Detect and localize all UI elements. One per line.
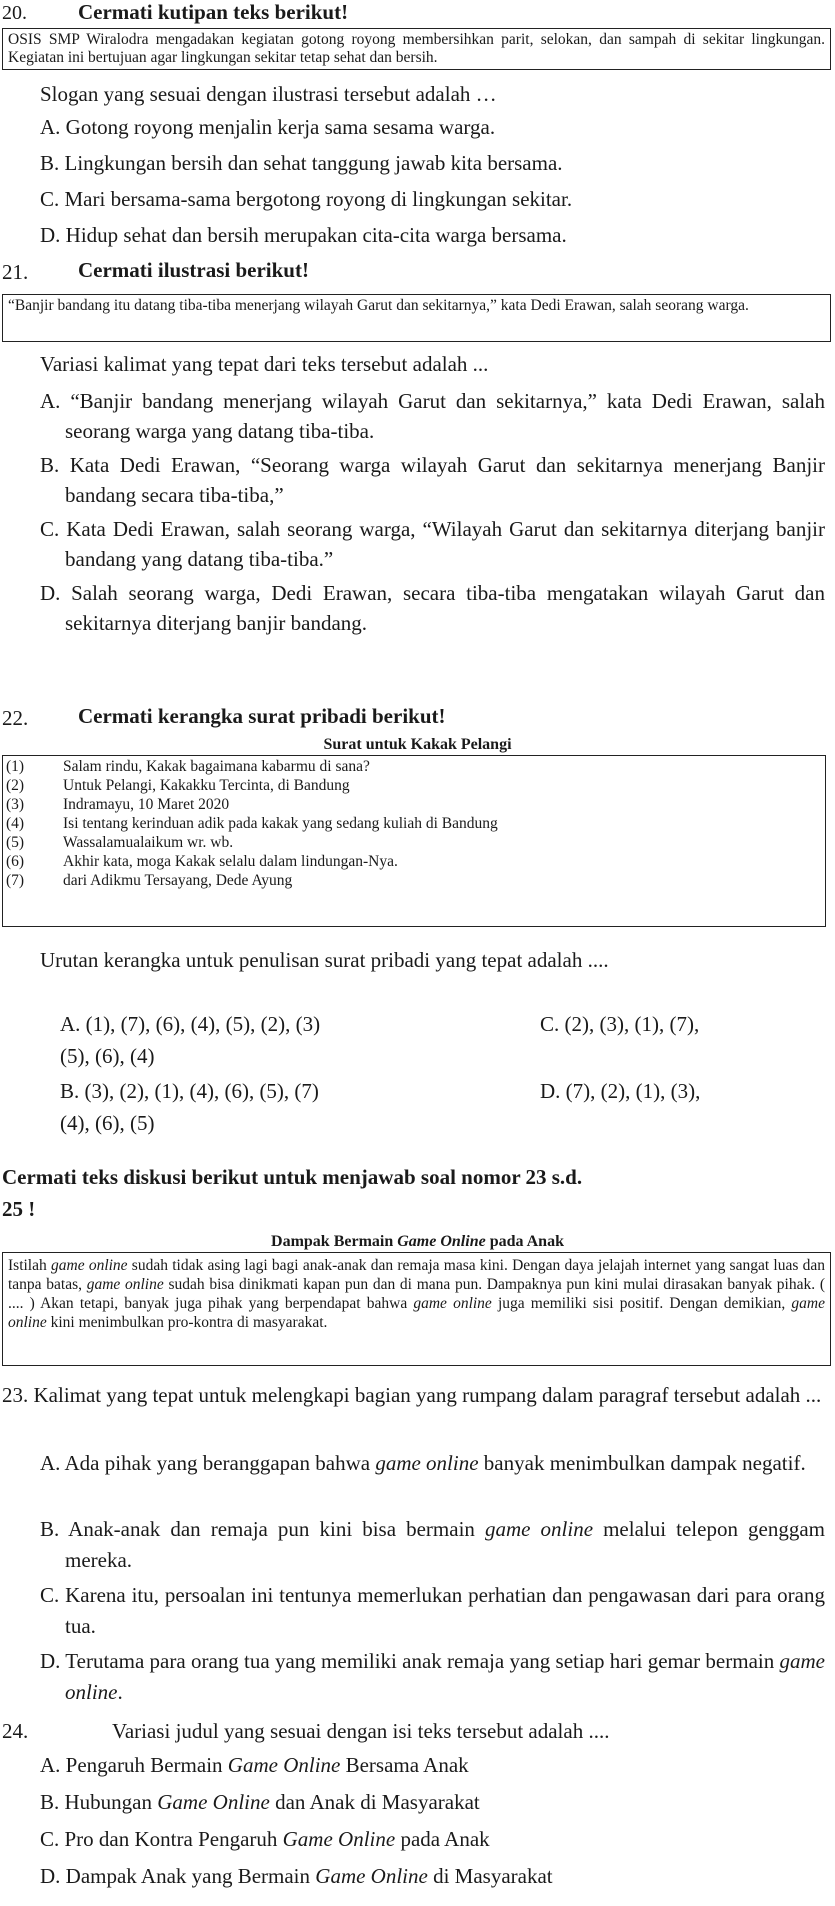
q24-option-b[interactable]	[40, 1789, 825, 1816]
q21-text: “Banjir bandang itu datang tiba-tiba menerjang wilayah Garut dan sekitarnya,” kata Dedi Erawan, salah seorang warga.	[8, 297, 749, 314]
q22-question: Urutan kerangka untuk penulisan surat pribadi yang tepat adalah ....	[40, 948, 609, 972]
discussion-text-box	[2, 1252, 831, 1366]
q24-option-c-em: Game Online	[282, 1827, 396, 1851]
discussion-text: Istilah	[8, 1257, 51, 1274]
q21-option-c[interactable]: C. Kata Dedi Erawan, salah seorang warga, “Wilayah Garut dan sekitarnya diterjang banjir bandang yang datang tiba-tiba.”	[40, 517, 825, 571]
q22-heading: Cermati kerangka surat pribadi berikut!	[78, 704, 446, 728]
q23-option-b-em: game online	[484, 1517, 594, 1541]
outline-row-text: Akhir kata, moga Kakak selalu dalam lindungan-Nya.	[63, 853, 398, 870]
discussion-text-em: game online	[413, 1295, 492, 1312]
discussion-text: kini menimbulkan pro-kontra di masyarakat.	[46, 1314, 328, 1331]
q24-option-a-pre: A. Pengaruh Bermain	[40, 1753, 228, 1777]
q23-option-a-pre: A. Ada pihak yang beranggapan bahwa	[40, 1451, 376, 1475]
q24-option-c[interactable]	[40, 1826, 825, 1853]
q24-option-a[interactable]	[40, 1752, 825, 1779]
discussion-title	[0, 1233, 835, 1251]
outline-row-number: (7)	[6, 872, 25, 889]
discussion-text: sudah tidak asing lagi bagi anak-anak dan remaja masa kini. Dengan daya jelajah internet yang sangat luas dan tanpa batas,	[8, 1257, 825, 1293]
discussion-text-em: game online	[51, 1257, 128, 1274]
outline-row	[3, 814, 825, 833]
q20-heading: Cermati kutipan teks berikut!	[78, 0, 349, 24]
q23-option-b[interactable]	[40, 1514, 825, 1576]
outline-row-text: Untuk Pelangi, Kakakku Tercinta, di Bandung	[63, 777, 350, 794]
q24-option-d[interactable]	[40, 1863, 825, 1890]
q22-letter-title: Surat untuk Kakak Pelangi	[323, 736, 512, 753]
q23-option-b-post: melalui telepon genggam mereka.	[65, 1517, 825, 1572]
discussion-text-em: game online	[8, 1295, 825, 1331]
outline-row-number: (2)	[6, 777, 25, 794]
q20-option-d[interactable]: D. Hidup sehat dan bersih merupakan cita-cita warga bersama.	[40, 223, 567, 247]
outline-row-text: Wassalamualaikum wr. wb.	[63, 834, 234, 851]
q21-number: 21.	[2, 260, 29, 284]
outline-row	[3, 871, 825, 890]
q21-question: Variasi kalimat yang tepat dari teks tersebut adalah ...	[40, 352, 489, 376]
q22-outline-frame	[2, 755, 826, 927]
q24-option-b-pre: B. Hubungan	[40, 1790, 158, 1814]
q23-option-a[interactable]	[40, 1448, 825, 1479]
q23-option-c[interactable]: C. Karena itu, persoalan ini tentunya memerlukan perhatian dan pengawasan dari para orang tua.	[40, 1583, 825, 1638]
discussion-title-post: pada Anak	[485, 1233, 564, 1250]
outline-row	[3, 795, 825, 814]
q24-number: 24.	[2, 1719, 29, 1743]
q23-option-d-pre: D. Terutama para orang tua yang memiliki anak remaja yang setiap hari gemar bermain	[40, 1649, 780, 1673]
q23-option-a-em: game online	[375, 1451, 479, 1475]
q20-option-c[interactable]: C. Mari bersama-sama bergotong royong di lingkungan sekitar.	[40, 187, 573, 211]
q24-option-a-post: Bersama Anak	[340, 1753, 469, 1777]
q24-option-d-pre: D. Dampak Anak yang Bermain	[40, 1864, 316, 1888]
discussion-text: juga memiliki sisi positif. Dengan demikian,	[491, 1295, 792, 1312]
q22-option-c[interactable]: C. (2), (3), (1), (7),	[540, 1012, 700, 1036]
q24-option-b-post: dan Anak di Masyarakat	[269, 1790, 480, 1814]
q22-option-c-cont[interactable]: (5), (6), (4)	[60, 1044, 155, 1068]
q24-option-a-em: Game Online	[227, 1753, 341, 1777]
discussion-title-em: Game Online	[397, 1233, 486, 1250]
outline-row-number: (6)	[6, 853, 25, 870]
q23-option-d-em: game online	[65, 1649, 825, 1704]
q22-option-d[interactable]: D. (7), (2), (1), (3),	[540, 1079, 701, 1103]
outline-row-number: (1)	[6, 758, 25, 775]
q24-question: Variasi judul yang sesuai dengan isi teks tersebut adalah ....	[112, 1719, 610, 1743]
q23-option-a-post: banyak menimbulkan dampak negatif.	[478, 1451, 806, 1475]
q22-option-a[interactable]: A. (1), (7), (6), (4), (5), (2), (3)	[60, 1012, 321, 1036]
q22-number: 22.	[2, 706, 29, 730]
q20-question: Slogan yang sesuai dengan ilustrasi tersebut adalah …	[40, 82, 497, 106]
outline-row	[3, 757, 825, 776]
q23-option-b-pre: B. Anak-anak dan remaja pun kini bisa bermain	[40, 1517, 485, 1541]
outline-row-text: Isi tentang kerinduan adik pada kakak yang sedang kuliah di Bandung	[63, 815, 498, 832]
outline-row-text: dari Adikmu Tersayang, Dede Ayung	[63, 872, 293, 889]
q21-heading: Cermati ilustrasi berikut!	[78, 258, 309, 282]
q20-text: OSIS SMP Wiralodra mengadakan kegiatan gotong royong membersihkan parit, selokan, dan sampah di sekitar lingkungan. Kegiatan ini bertujuan agar lingkungan sekitar tetap sehat dan bersih.	[8, 31, 825, 66]
discussion-instruction: Cermati teks diskusi berikut untuk menjawab soal nomor 23 s.d.	[2, 1165, 583, 1189]
q24-option-d-post: di Masyarakat	[427, 1864, 553, 1888]
q23-question: 23. Kalimat yang tepat untuk melengkapi bagian yang rumpang dalam paragraf tersebut adalah ...	[2, 1383, 822, 1407]
discussion-title-pre: Dampak Bermain	[271, 1233, 398, 1250]
outline-row	[3, 776, 825, 795]
q22-option-d-cont[interactable]: (4), (6), (5)	[60, 1111, 155, 1135]
q20-number: 20.	[2, 2, 27, 24]
outline-row	[3, 852, 825, 871]
q24-option-b-em: Game Online	[157, 1790, 270, 1814]
q24-option-c-pre: C. Pro dan Kontra Pengaruh	[40, 1827, 283, 1851]
q21-text-box	[2, 294, 831, 342]
q24-option-d-em: Game Online	[315, 1864, 428, 1888]
outline-row-number: (3)	[6, 796, 25, 813]
q23-option-d-post: .	[117, 1680, 123, 1704]
discussion-text-em: game online	[86, 1276, 164, 1293]
q20-option-a[interactable]: A. Gotong royong menjalin kerja sama sesama warga.	[40, 115, 496, 139]
q22-option-b[interactable]: B. (3), (2), (1), (4), (6), (5), (7)	[60, 1079, 319, 1103]
q21-option-b[interactable]: B. Kata Dedi Erawan, “Seorang warga wilayah Garut dan sekitarnya menerjang Banjir bandang secara tiba-tiba,”	[40, 453, 825, 507]
outline-row-number: (5)	[6, 834, 25, 851]
q24-option-c-post: pada Anak	[395, 1827, 490, 1851]
outline-row-text: Indramayu, 10 Maret 2020	[63, 796, 230, 813]
outline-row	[3, 833, 825, 852]
q20-text-box	[2, 28, 831, 70]
discussion-text: sudah bisa dinikmati kapan pun dan di mana pun. Dampaknya pun kini mulai dirasakan banyak pihak. ( .... ) Akan tetapi, banyak juga pihak yang berpendapat bahwa	[8, 1276, 825, 1312]
discussion-instruction-end: 25 !	[2, 1197, 36, 1221]
q20-option-b[interactable]: B. Lingkungan bersih dan sehat tanggung jawab kita bersama.	[40, 151, 563, 175]
outline-row-text: Salam rindu, Kakak bagaimana kabarmu di sana?	[63, 758, 370, 775]
q21-option-d[interactable]: D. Salah seorang warga, Dedi Erawan, secara tiba-tiba mengatakan wilayah Garut dan sekitarnya diterjang banjir bandang.	[40, 581, 825, 635]
q21-option-a[interactable]: A. “Banjir bandang menerjang wilayah Garut dan sekitarnya,” kata Dedi Erawan, salah seorang warga yang datang tiba-tiba.	[40, 389, 825, 443]
q23-option-d[interactable]	[40, 1646, 825, 1708]
outline-row-number: (4)	[6, 815, 25, 832]
